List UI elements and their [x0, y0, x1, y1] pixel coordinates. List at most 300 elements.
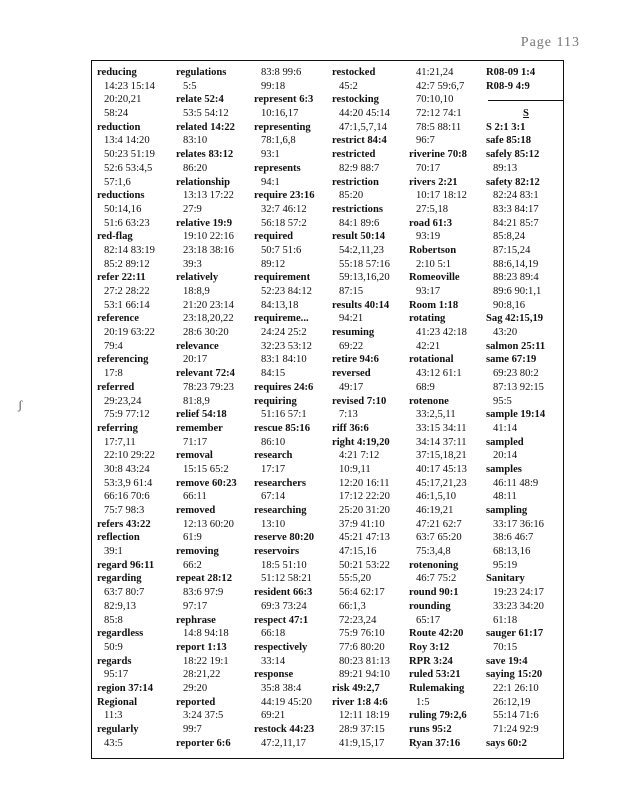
- index-column-1: [97, 66, 177, 750]
- index-entry-pages: 45:2: [339, 80, 358, 92]
- index-entry-pages: 83:8 99:6: [261, 67, 302, 78]
- index-entry-term: respect 47:1: [254, 614, 309, 626]
- index-entry-term: says 60:2: [486, 737, 527, 749]
- index-entry-pages: 82:14 83:19: [104, 244, 155, 256]
- index-entry-pages: 77:6 80:20: [339, 641, 385, 653]
- index-entry-pages: 75:9 76:10: [339, 628, 385, 640]
- index-entry-pages: 68:9: [416, 381, 435, 393]
- index-entry-pages: 85:8,24: [493, 231, 526, 243]
- index-entry-term: report 1:13: [176, 641, 227, 653]
- index-entry-term: samples: [486, 463, 522, 475]
- index-entry-pages: 85:2 89:12: [104, 258, 150, 270]
- index-entry-term: restocking: [332, 94, 379, 106]
- index-entry-term: restrict 84:4: [332, 135, 387, 147]
- index-entry-term: requireme...: [254, 313, 309, 325]
- index-entry-pages: 28:9 37:15: [339, 724, 385, 735]
- index-entry-pages: 41:23 42:18: [416, 327, 467, 339]
- index-entry-term: rotational: [409, 354, 454, 366]
- index-entry-pages: 65:17: [416, 614, 441, 626]
- index-entry-term: required: [254, 231, 294, 243]
- index-entry-pages: 37:15,18,21: [416, 450, 467, 462]
- index-entry-term: Route 42:20: [409, 628, 464, 640]
- index-entry-pages: 52:6 53:4,5: [104, 162, 153, 174]
- index-entry-pages: 59:13,16,20: [339, 272, 390, 284]
- index-entry-term: riff 36:6: [332, 422, 369, 434]
- page-number: Page 113: [520, 35, 580, 50]
- index-entry-term: safely 85:12: [486, 149, 540, 161]
- index-entry-pages: 33:23 34:20: [493, 600, 544, 612]
- index-entry-pages: 82:9,13: [104, 600, 137, 612]
- index-entry-pages: 13:4 14:20: [104, 135, 150, 147]
- index-entry-pages: 70:15: [493, 641, 518, 653]
- index-entry-term: represents: [254, 162, 301, 174]
- index-entry-term: resident 66:3: [254, 587, 313, 599]
- index-entry-pages: 33:2,5,11: [416, 409, 456, 421]
- index-entry-pages: 79:4: [104, 340, 123, 352]
- index-entry-pages: 32:7 46:12: [261, 203, 307, 215]
- index-entry-term: reporter 6:6: [176, 737, 231, 749]
- index-entry-term: relief 54:18: [176, 409, 227, 421]
- index-entry-pages: 66:1,3: [339, 600, 366, 612]
- index-entry-term: resuming: [332, 327, 375, 339]
- index-entry-term: related 14:22: [176, 121, 235, 133]
- index-entry-pages: 28:6 30:20: [183, 327, 229, 339]
- index-entry-pages: 41:9,15,17: [339, 737, 385, 749]
- index-entry-pages: 34:14 37:11: [416, 436, 467, 448]
- index-entry-pages: 33:14: [261, 655, 286, 667]
- index-entry-pages: 82:9 88:7: [339, 162, 380, 174]
- index-entry-pages: 83:3 84:17: [493, 203, 539, 215]
- index-entry-pages: 55:5,20: [339, 573, 372, 585]
- index-entry-pages: 90:8,16: [493, 299, 526, 311]
- index-entry-pages: 26:12,19: [493, 696, 531, 708]
- index-entry-term: R08-09 1:4: [486, 67, 536, 78]
- index-entry-pages: 46:11 48:9: [493, 477, 539, 489]
- index-entry-term: restrictions: [332, 203, 383, 215]
- index-entry-term: save 19:4: [486, 655, 528, 667]
- index-entry-pages: 5:5: [183, 80, 197, 92]
- index-entry-pages: 50:23 51:19: [104, 149, 155, 161]
- index-entry-term: RPR 3:24: [409, 655, 453, 667]
- index-entry-pages: 53:3,9 61:4: [104, 477, 153, 489]
- index-entry-term: relatively: [176, 272, 219, 284]
- index-entry-pages: 97:17: [183, 600, 208, 612]
- index-entry-term: reserve 80:20: [254, 532, 315, 544]
- index-entry-term: restock 44:23: [254, 724, 315, 735]
- index-entry-pages: 87:15: [339, 286, 364, 297]
- index-entry-pages: 23:18,20,22: [183, 313, 234, 325]
- index-section-letter: S: [523, 108, 529, 120]
- index-entry-pages: 93:19: [416, 231, 441, 243]
- index-entry-term: removing: [176, 546, 219, 558]
- index-entry-pages: 50:21 53:22: [339, 559, 390, 571]
- index-entry-pages: 13:10: [261, 518, 286, 530]
- index-entry-pages: 51:16 57:1: [261, 409, 307, 421]
- index-entry-pages: 49:17: [339, 381, 364, 393]
- index-entry-pages: 20:20,21: [104, 94, 142, 106]
- index-entry-pages: 19:23 24:17: [493, 587, 544, 599]
- index-entry-pages: 93:17: [416, 286, 441, 297]
- index-entry-term: R08-9 4:9: [486, 80, 530, 92]
- index-entry-term: Ryan 37:16: [409, 737, 461, 749]
- index-entry-term: relationship: [176, 176, 230, 188]
- index-entry-pages: 32:23 53:12: [261, 340, 312, 352]
- index-entry-pages: 94:21: [339, 313, 364, 325]
- index-entry-pages: 45:17,21,23: [416, 477, 467, 489]
- index-entry-pages: 99:18: [261, 80, 286, 92]
- index-entry-term: sampling: [486, 505, 528, 516]
- index-entry-pages: 30:8 43:24: [104, 463, 150, 475]
- index-entry-pages: 86:20: [183, 162, 208, 174]
- index-entry-pages: 47:15,16: [339, 546, 377, 558]
- index-entry-term: relevance: [176, 340, 219, 352]
- index-entry-pages: 83:10: [183, 135, 208, 147]
- index-entry-pages: 46:19,21: [416, 505, 454, 516]
- index-entry-pages: 69:23 80:2: [493, 368, 539, 380]
- index-entry-term: relative 19:9: [176, 217, 232, 229]
- index-entry-pages: 52:23 84:12: [261, 286, 312, 297]
- index-entry-pages: 87:13 92:15: [493, 381, 544, 393]
- index-column-4: [332, 66, 412, 750]
- index-entry-term: referred: [97, 381, 135, 393]
- index-entry-pages: 70:10,10: [416, 94, 454, 106]
- index-entry-term: repeat 28:12: [176, 573, 232, 585]
- index-entry-pages: 69:22: [339, 340, 364, 352]
- index-entry-pages: 81:8,9: [183, 395, 210, 407]
- index-entry-pages: 17:7,11: [104, 436, 136, 448]
- index-entry-pages: 68:13,16: [493, 546, 531, 558]
- index-entry-term: safe 85:18: [486, 135, 532, 147]
- index-entry-pages: 47:21 62:7: [416, 518, 462, 530]
- index-entry-term: saying 15:20: [486, 669, 543, 681]
- index-entry-term: rotenoning: [409, 559, 459, 571]
- index-entry-term: rephrase: [176, 614, 216, 626]
- index-entry-pages: 95:17: [104, 669, 129, 681]
- index-entry-pages: 18:8,9: [183, 286, 210, 297]
- index-entry-pages: 78:1,6,8: [261, 135, 296, 147]
- index-entry-pages: 17:12 22:20: [339, 491, 390, 503]
- index-entry-term: rounding: [409, 600, 451, 612]
- index-entry-term: ruled 53:21: [409, 669, 461, 681]
- index-entry-term: regards: [97, 655, 132, 667]
- index-entry-term: removed: [176, 505, 216, 516]
- index-entry-term: sauger 61:17: [486, 628, 544, 640]
- index-entry-pages: 22:1 26:10: [493, 682, 539, 694]
- index-entry-term: requiring: [254, 395, 297, 407]
- index-entry-term: Rulemaking: [409, 682, 465, 694]
- margin-mark: ʃ: [18, 397, 23, 412]
- index-entry-pages: 43:20: [493, 327, 518, 339]
- index-entry-pages: 12:20 16:11: [339, 477, 390, 489]
- index-entry-term: retire 94:6: [332, 354, 379, 366]
- index-entry-pages: 55:14 71:6: [493, 710, 539, 722]
- index-entry-pages: 17:17: [261, 463, 286, 475]
- index-entry-pages: 82:24 83:1: [493, 190, 539, 202]
- index-entry-pages: 71:17: [183, 436, 208, 448]
- index-entry-pages: 18:5 51:10: [261, 559, 307, 571]
- index-entry-pages: 85:8: [104, 614, 123, 626]
- index-entry-pages: 3:24 37:5: [183, 710, 224, 722]
- index-entry-pages: 84:15: [261, 368, 286, 380]
- index-entry-pages: 37:9 41:10: [339, 518, 385, 530]
- index-entry-pages: 27:2 28:22: [104, 286, 150, 297]
- index-entry-term: restricted: [332, 149, 376, 161]
- index-entry-pages: 47:2,11,17: [261, 737, 306, 749]
- index-entry-pages: 7:13: [339, 409, 358, 421]
- index-entry-pages: 50:9: [104, 641, 123, 653]
- index-entry-term: require 23:16: [254, 190, 315, 202]
- index-entry-term: sampled: [486, 436, 524, 448]
- index-entry-pages: 88:6,14,19: [493, 258, 539, 270]
- index-entry-term: removal: [176, 450, 213, 462]
- index-entry-term: restocked: [332, 67, 376, 78]
- index-entry-term: relates 83:12: [176, 149, 234, 161]
- index-entry-term: regularly: [97, 724, 139, 735]
- index-entry-pages: 78:5 88:11: [416, 121, 462, 133]
- index-entry-pages: 23:18 38:16: [183, 244, 234, 256]
- index-entry-term: Romeoville: [409, 272, 460, 284]
- index-entry-term: researchers: [254, 477, 306, 489]
- index-entry-term: relate 52:4: [176, 94, 224, 106]
- index-entry-term: same 67:19: [486, 354, 537, 366]
- index-entry-pages: 24:24 25:2: [261, 327, 307, 339]
- index-entry-pages: 43:12 61:1: [416, 368, 462, 380]
- index-entry-pages: 72:12 74:1: [416, 108, 462, 120]
- index-entry-term: ruling 79:2,6: [409, 710, 467, 722]
- index-entry-pages: 69:3 73:24: [261, 600, 307, 612]
- index-entry-term: referencing: [97, 354, 149, 366]
- index-entry-pages: 56:18 57:2: [261, 217, 307, 229]
- index-entry-term: regulations: [176, 67, 227, 78]
- index-entry-pages: 95:19: [493, 559, 518, 571]
- index-entry-term: reversed: [332, 368, 371, 380]
- index-entry-pages: 13:13 17:22: [183, 190, 234, 202]
- index-entry-pages: 46:1,5,10: [416, 491, 457, 503]
- index-entry-pages: 69:21: [261, 710, 286, 722]
- index-entry-pages: 29:20: [183, 682, 208, 694]
- index-entry-pages: 88:23 89:4: [493, 272, 539, 284]
- section-divider: [486, 93, 566, 107]
- index-entry-term: Room 1:18: [409, 299, 459, 311]
- index-entry-term: revised 7:10: [332, 395, 387, 407]
- index-entry-pages: 95:5: [493, 395, 512, 407]
- index-entry-term: red-flag: [97, 231, 133, 243]
- index-entry-pages: 61:9: [183, 532, 202, 544]
- index-entry-pages: 63:7 65:20: [416, 532, 462, 544]
- index-entry-pages: 18:22 19:1: [183, 655, 229, 667]
- index-entry-term: response: [254, 669, 294, 681]
- index-entry-term: reservoirs: [254, 546, 300, 558]
- index-entry-pages: 80:23 81:13: [339, 655, 390, 667]
- index-entry-term: requirement: [254, 272, 311, 284]
- index-entry-term: research: [254, 450, 293, 462]
- index-entry-pages: 46:7 75:2: [416, 573, 457, 585]
- index-entry-term: reducing: [97, 67, 137, 78]
- index-entry-term: right 4:19,20: [332, 436, 390, 448]
- index-entry-term: remove 60:23: [176, 477, 237, 489]
- index-entry-pages: 72:23,24: [339, 614, 377, 626]
- index-entry-term: rescue 85:16: [254, 422, 310, 434]
- index-entry-pages: 89:13: [493, 162, 518, 174]
- index-entry-term: result 50:14: [332, 231, 386, 243]
- index-entry-pages: 29:23,24: [104, 395, 142, 407]
- index-entry-pages: 10:9,11: [339, 463, 371, 475]
- index-entry-term: referring: [97, 422, 138, 434]
- index-column-6: [486, 66, 566, 750]
- index-entry-pages: 53:5 54:12: [183, 108, 229, 120]
- index-entry-pages: 58:24: [104, 108, 129, 120]
- index-column-5: [409, 66, 489, 750]
- index-entry-pages: 61:18: [493, 614, 518, 626]
- index-entry-pages: 83:6 97:9: [183, 587, 224, 599]
- index-entry-pages: 70:17: [416, 162, 441, 174]
- index-entry-pages: 44:19 45:20: [261, 696, 312, 708]
- index-entry-pages: 17:8: [104, 368, 123, 380]
- index-entry-term: road 61:3: [409, 217, 453, 229]
- index-entry-pages: 22:10 29:22: [104, 450, 155, 462]
- index-entry-term: researching: [254, 505, 307, 516]
- index-entry-pages: 66:2: [183, 559, 202, 571]
- index-entry-pages: 28:21,22: [183, 669, 221, 681]
- index-entry-term: riverine 70:8: [409, 149, 467, 161]
- index-entry-pages: 20:17: [183, 354, 208, 366]
- index-entry-pages: 20:14: [493, 450, 518, 462]
- index-entry-term: remember: [176, 422, 223, 434]
- index-entry-pages: 2:10 5:1: [416, 258, 452, 270]
- index-entry-pages: 11:3: [104, 710, 123, 722]
- index-entry-pages: 87:15,24: [493, 244, 531, 256]
- index-entry-pages: 89:12: [261, 258, 286, 270]
- index-entry-pages: 12:11 18:19: [339, 710, 390, 722]
- index-entry-pages: 51:12 58:21: [261, 573, 312, 585]
- index-entry-term: represent 6:3: [254, 94, 314, 106]
- index-entry-term: salmon 25:11: [486, 340, 546, 352]
- index-entry-term: restriction: [332, 176, 379, 188]
- index-column-3: [254, 66, 334, 750]
- index-entry-pages: 42:21: [416, 340, 441, 352]
- index-entry-pages: 43:5: [104, 737, 123, 749]
- index-entry-term: Sanitary: [486, 573, 525, 585]
- index-entry-term: representing: [254, 121, 311, 133]
- index-entry-pages: 27:9: [183, 203, 202, 215]
- index-entry-term: regarding: [97, 573, 142, 585]
- index-entry-pages: 12:13 60:20: [183, 518, 234, 530]
- index-entry-pages: 99:7: [183, 724, 202, 735]
- index-entry-pages: 39:1: [104, 546, 123, 558]
- index-entry-term: S 2:1 3:1: [486, 121, 526, 133]
- index-entry-term: Regional: [97, 696, 138, 708]
- index-entry-pages: 27:5,18: [416, 203, 449, 215]
- index-entry-pages: 63:7 80:7: [104, 587, 145, 599]
- index-entry-term: results 40:14: [332, 299, 390, 311]
- index-entry-term: rotenone: [409, 395, 449, 407]
- index-entry-pages: 66:11: [183, 491, 207, 503]
- index-entry-pages: 38:6 46:7: [493, 532, 534, 544]
- index-entry-pages: 21:20 23:14: [183, 299, 234, 311]
- index-entry-pages: 84:13,18: [261, 299, 299, 311]
- index-entry-pages: 50:7 51:6: [261, 244, 302, 256]
- index-entry-pages: 48:11: [493, 491, 517, 503]
- index-entry-pages: 33:17 36:16: [493, 518, 544, 530]
- index-entry-pages: 71:24 92:9: [493, 724, 539, 735]
- index-entry-term: rotating: [409, 313, 446, 325]
- index-entry-term: Roy 3:12: [409, 641, 450, 653]
- index-entry-pages: 51:6 63:23: [104, 217, 150, 229]
- index-entry-term: refers 43:22: [97, 518, 151, 530]
- index-entry-pages: 50:14,16: [104, 203, 142, 215]
- index-entry-term: regard 96:11: [97, 559, 155, 571]
- index-entry-pages: 39:3: [183, 258, 202, 270]
- index-entry-pages: 84:21 85:7: [493, 217, 539, 229]
- index-entry-term: runs 95:2: [409, 724, 452, 735]
- index-entry-pages: 42:7 59:6,7: [416, 80, 465, 92]
- index-entry-pages: 89:21 94:10: [339, 669, 390, 681]
- index-entry-pages: 25:20 31:20: [339, 505, 390, 516]
- index-entry-term: Sag 42:15,19: [486, 313, 544, 325]
- index-entry-pages: 84:1 89:6: [339, 217, 380, 229]
- index-entry-pages: 86:10: [261, 436, 286, 448]
- index-entry-pages: 66:16 70:6: [104, 491, 150, 503]
- index-entry-pages: 54:2,11,23: [339, 244, 384, 256]
- index-entry-pages: 75:7 98:3: [104, 505, 145, 516]
- index-entry-pages: 78:23 79:23: [183, 381, 234, 393]
- index-entry-pages: 4:21 7:12: [339, 450, 380, 462]
- index-entry-term: Robertson: [409, 244, 457, 256]
- index-column-2: [176, 66, 256, 750]
- index-entry-term: relevant 72:4: [176, 368, 235, 380]
- index-entry-term: region 37:14: [97, 682, 154, 694]
- index-entry-pages: 45:21 47:13: [339, 532, 390, 544]
- index-entry-term: respectively: [254, 641, 308, 653]
- index-entry-pages: 10:16,17: [261, 108, 299, 120]
- index-entry-pages: 93:1: [261, 149, 280, 161]
- index-entry-pages: 47:1,5,7,14: [339, 121, 387, 133]
- index-entry-term: requires 24:6: [254, 381, 314, 393]
- index-entry-pages: 57:1,6: [104, 176, 131, 188]
- index-entry-term: reduction: [97, 121, 141, 133]
- index-entry-term: river 1:8 4:6: [332, 696, 388, 708]
- index-entry-pages: 85:20: [339, 190, 364, 202]
- index-entry-pages: 96:7: [416, 135, 435, 147]
- index-entry-pages: 83:1 84:10: [261, 354, 307, 366]
- index-entry-term: reference: [97, 313, 139, 325]
- index-entry-pages: 75:9 77:12: [104, 409, 150, 421]
- index-entry-pages: 67:14: [261, 491, 286, 503]
- index-entry-pages: 53:1 66:14: [104, 299, 150, 311]
- index-entry-term: sample 19:14: [486, 409, 546, 421]
- index-entry-term: round 90:1: [409, 587, 459, 599]
- index-entry-pages: 20:19 63:22: [104, 327, 155, 339]
- index-entry-pages: 55:18 57:16: [339, 258, 390, 270]
- index-entry-pages: 19:10 22:16: [183, 231, 234, 243]
- index-entry-term: regardless: [97, 628, 144, 640]
- index-entry-pages: 1:5: [416, 696, 430, 708]
- index-entry-term: reported: [176, 696, 216, 708]
- index-entry-pages: 94:1: [261, 176, 280, 188]
- index-entry-pages: 14:23 15:14: [104, 80, 155, 92]
- index-entry-term: safety 82:12: [486, 176, 540, 188]
- index-entry-term: rivers 2:21: [409, 176, 458, 188]
- index-entry-term: reflection: [97, 532, 140, 544]
- index-entry-pages: 10:17 18:12: [416, 190, 467, 202]
- index-entry-pages: 14:8 94:18: [183, 628, 229, 640]
- index-entry-pages: 44:20 45:14: [339, 108, 390, 120]
- index-entry-pages: 56:4 62:17: [339, 587, 385, 599]
- index-entry-pages: 66:18: [261, 628, 286, 640]
- index-entry-pages: 33:15 34:11: [416, 422, 467, 434]
- index-entry-term: risk 49:2,7: [332, 682, 380, 694]
- index-entry-term: refer 22:11: [97, 272, 146, 284]
